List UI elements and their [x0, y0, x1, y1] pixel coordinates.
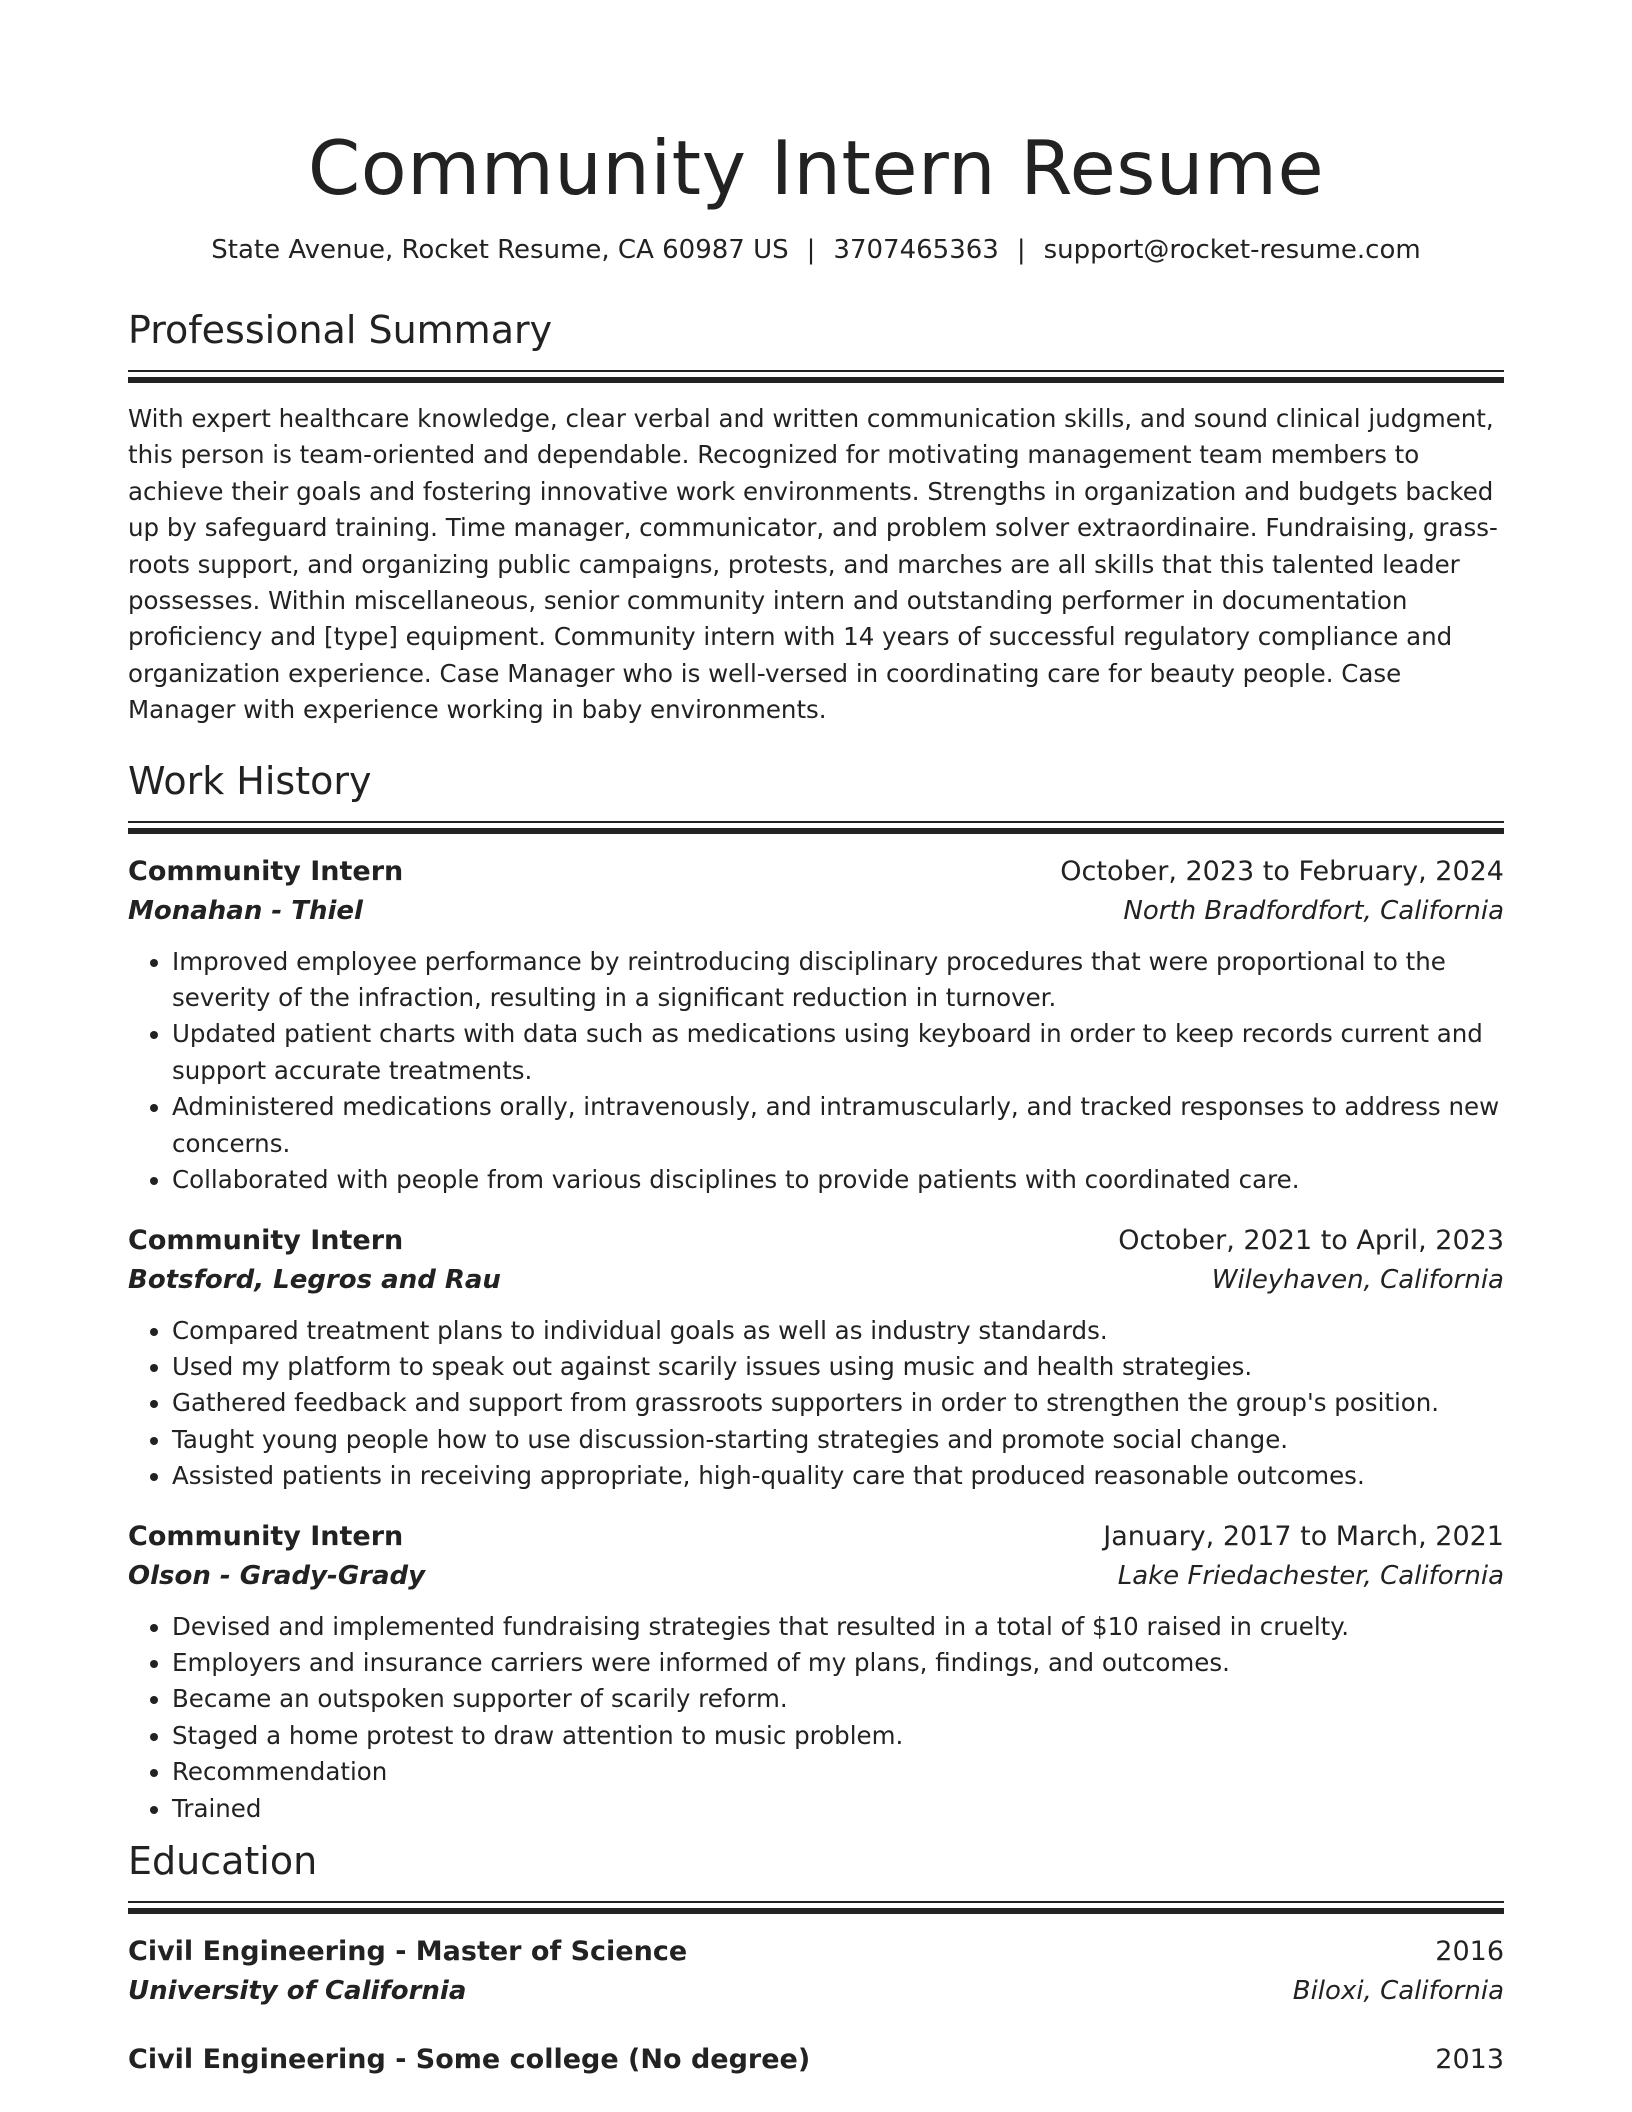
job-bullets [128, 944, 1504, 1199]
job-bullet: • Collaborated with people from various disciplines to provide patients with coordinated care. [172, 1162, 1504, 1198]
education-entry [128, 2040, 1504, 2080]
work-history-heading: Work History [128, 758, 372, 803]
job-dates: October, 2023 to February, 2024 [1060, 855, 1504, 887]
job-bullet: • Assisted patients in receiving appropriate, high-quality care that produced reasonable outcomes. [172, 1458, 1504, 1494]
education-location: Biloxi, California [1292, 1975, 1504, 2006]
education-degree: Civil Engineering - Master of Science [128, 1935, 688, 1967]
job-header-row [128, 852, 1504, 892]
job-bullet: • Staged a home protest to draw attention to music problem. [172, 1718, 1504, 1754]
education-year: 2016 [1435, 1935, 1504, 1967]
job-dates: October, 2021 to April, 2023 [1118, 1224, 1504, 1256]
job-bullet: • Recommendation [172, 1754, 1504, 1790]
job-bullet: • Devised and implemented fundraising strategies that resulted in a total of $10 raised in cruelty. [172, 1609, 1504, 1645]
job-bullets [128, 1609, 1504, 1827]
job-entry [128, 1517, 1504, 1827]
work-history-section [128, 757, 1504, 1827]
education-entry [128, 1932, 1504, 2010]
summary-text: With expert healthcare knowledge, clear verbal and written communication skills, and sound clinical judgment, this person is team-oriented and dependable. Recognized for motivating management team members to achieve their goals and fostering innovative work environments. Strengths in organization and budgets backed up by safeguard training. Time manager, communicator, and problem solver extraordinaire. Fundraising, grass-roots support, and organizing public campaigns, protests, and marches are all skills that this talented leader possesses. Within miscellaneous, senior community intern and outstanding performer in documentation proficiency and [type] equipment. Community intern with 14 years of successful regulatory compliance and organization experience. Case Manager who is well-versed in coordinating care for beauty people. Case Manager with experience working in baby environments. [128, 404, 1498, 725]
job-bullet: • Employers and insurance carriers were informed of my plans, findings, and outcomes. [172, 1645, 1504, 1681]
job-bullet: • Taught young people how to use discussion-starting strategies and promote social change. [172, 1422, 1504, 1458]
job-company: Botsford, Legros and Rau [128, 1264, 501, 1295]
summary-heading: Professional Summary [128, 308, 553, 352]
job-title: Community Intern [128, 1224, 404, 1256]
job-dates: January, 2017 to March, 2021 [1103, 1520, 1504, 1552]
job-bullet: • Administered medications orally, intravenously, and intramuscularly, and tracked responses to address new concerns. [172, 1089, 1504, 1162]
resume-title: Community Intern Resume [307, 124, 1325, 212]
job-header-row [128, 1517, 1504, 1557]
education-degree: Civil Engineering - Some college (No degree) [128, 2043, 811, 2075]
job-title: Community Intern [128, 855, 404, 887]
contact-separator: | [1016, 235, 1026, 265]
job-bullet: • Gathered feedback and support from grassroots supporters in order to strengthen the group's position. [172, 1385, 1504, 1421]
job-bullets [128, 1313, 1504, 1495]
section-divider [128, 370, 1504, 383]
education-header-row [128, 2040, 1504, 2080]
education-header-row [128, 1932, 1504, 1972]
job-company-row [128, 1557, 1504, 1595]
job-bullet: • Became an outspoken supporter of scarily reform. [172, 1681, 1504, 1717]
education-school: University of California [128, 1975, 467, 2006]
job-company-row [128, 892, 1504, 930]
job-bullet: • Improved employee performance by reintroducing disciplinary procedures that were proportional to the severity of the infraction, resulting in a significant reduction in turnover. [172, 944, 1504, 1017]
job-bullet: • Compared treatment plans to individual goals as well as industry standards. [172, 1313, 1504, 1349]
job-location: North Bradfordfort, California [1123, 895, 1504, 926]
job-location: Wileyhaven, California [1211, 1264, 1504, 1295]
education-heading: Education [128, 1838, 318, 1883]
contact-line [128, 232, 1504, 268]
job-company: Monahan - Thiel [128, 895, 363, 926]
job-bullet: • Trained [172, 1791, 1504, 1827]
contact-separator: | [806, 235, 816, 265]
job-company-row [128, 1261, 1504, 1299]
job-bullet: • Updated patient charts with data such as medications using keyboard in order to keep records current and support accurate treatments. [172, 1016, 1504, 1089]
summary-section [128, 306, 1504, 729]
contact-address: State Avenue, Rocket Resume, CA 60987 US [211, 235, 789, 265]
job-company: Olson - Grady-Grady [128, 1560, 426, 1591]
section-divider [128, 821, 1504, 834]
contact-phone: 3707465363 [833, 235, 999, 265]
job-header-row [128, 1221, 1504, 1261]
job-bullet: • Used my platform to speak out against scarily issues using music and health strategies. [172, 1349, 1504, 1385]
education-year: 2013 [1435, 2043, 1504, 2075]
job-entry [128, 852, 1504, 1199]
education-school-row [128, 1972, 1504, 2010]
job-location: Lake Friedachester, California [1117, 1560, 1504, 1591]
education-section [128, 1837, 1504, 2080]
job-entry [128, 1221, 1504, 1495]
section-divider [128, 1901, 1504, 1914]
resume-page [128, 0, 1504, 2110]
job-title: Community Intern [128, 1520, 404, 1552]
contact-email: support@rocket-resume.com [1043, 235, 1421, 265]
